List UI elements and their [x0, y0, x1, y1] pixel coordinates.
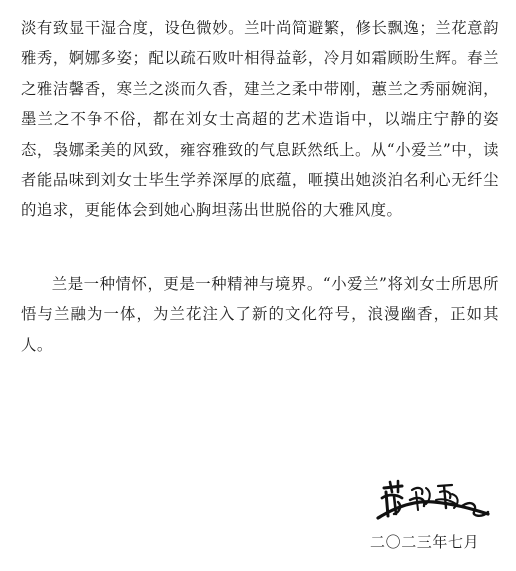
body-paragraph-1: 淡有致显干湿合度，设色微妙。兰叶尚简避繁，修长飘逸；兰花意韵雅秀，婀娜多姿；配以疏石败叶相得益彰，冷月如霜顾盼生辉。春兰之雅洁馨香，寒兰之淡而久香，建兰之柔中带刚，蕙兰之秀丽婉润，墨兰之不争不俗，都在刘女士高超的艺术造诣中，以端庄宁静的姿态，袅娜柔美的风致，雍容雅致的气息跃然纸上。从“小爱兰”中，读者能品味到刘女士毕生学养深厚的底蕴，咂摸出她淡泊名利心无纤尘的追求，更能体会到她心胸坦荡出世脱俗的大雅风度。 — [21, 19, 499, 220]
handwritten-signature — [374, 478, 492, 526]
body-paragraph-2: 兰是一种情怀，更是一种精神与境界。“小爱兰”将刘女士所思所悟与兰融为一体，为兰花注入了新的文化符号，浪漫幽香，正如其人。 — [21, 275, 499, 354]
date-line: 二〇二三年七月 — [370, 533, 480, 551]
